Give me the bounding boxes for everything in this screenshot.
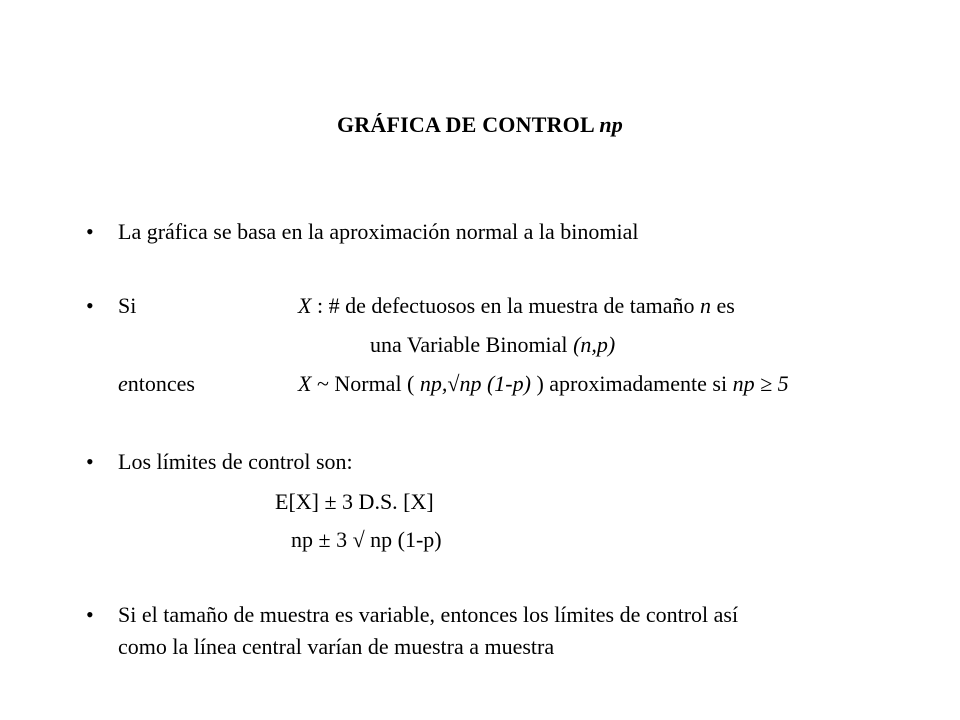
bullet-2-si: Si [118, 293, 137, 318]
formula-np: np ± 3 √ np (1-p) [291, 527, 442, 552]
bullet-2-entonces [118, 371, 195, 397]
binomial-params: (n,p) [573, 332, 616, 357]
definition-b: es [711, 293, 735, 318]
normal-var: np (1-p) [459, 371, 531, 396]
bullet-4-line1: Si el tamaño de muestra es variable, entonces los límites de control así [118, 602, 739, 627]
entonces-initial: e [118, 371, 128, 396]
bullet-3-marker: • [86, 449, 94, 474]
title-variable: np [599, 112, 623, 137]
variable-x-2: X [298, 371, 312, 396]
definition-a: : # de defectuosos en la muestra de tamaño [311, 293, 700, 318]
bullet-2-marker: • [86, 293, 94, 318]
entonces-rest: ntonces [127, 371, 195, 396]
sqrt-symbol: √ [447, 371, 460, 396]
formula-expectation: E[X] ± 3 D.S. [X] [275, 489, 434, 514]
bullet-1-text: La gráfica se basa en la aproximación normal a la binomial [118, 219, 639, 244]
bullet-2-line1 [298, 293, 735, 319]
page-title [0, 112, 960, 138]
variable-n: n [700, 293, 711, 318]
variable-x: X [298, 293, 312, 318]
approx-label: ) aproximadamente si [530, 371, 733, 396]
bullet-4-marker: • [86, 602, 94, 627]
bullet-4-line2: como la línea central varían de muestra a muestra [118, 634, 555, 659]
title-main: GRÁFICA DE CONTROL [337, 112, 594, 137]
condition: np ≥ 5 [732, 371, 789, 396]
normal-mean: np, [419, 371, 448, 396]
bullet-3-text: Los límites de control son: [118, 449, 353, 474]
bullet-2-line2 [370, 332, 615, 358]
bullet-1-marker: • [86, 219, 94, 244]
normal-label: ~ Normal ( [311, 371, 420, 396]
bullet-2-line3 [298, 371, 789, 397]
binomial-label: una Variable Binomial [370, 332, 574, 357]
